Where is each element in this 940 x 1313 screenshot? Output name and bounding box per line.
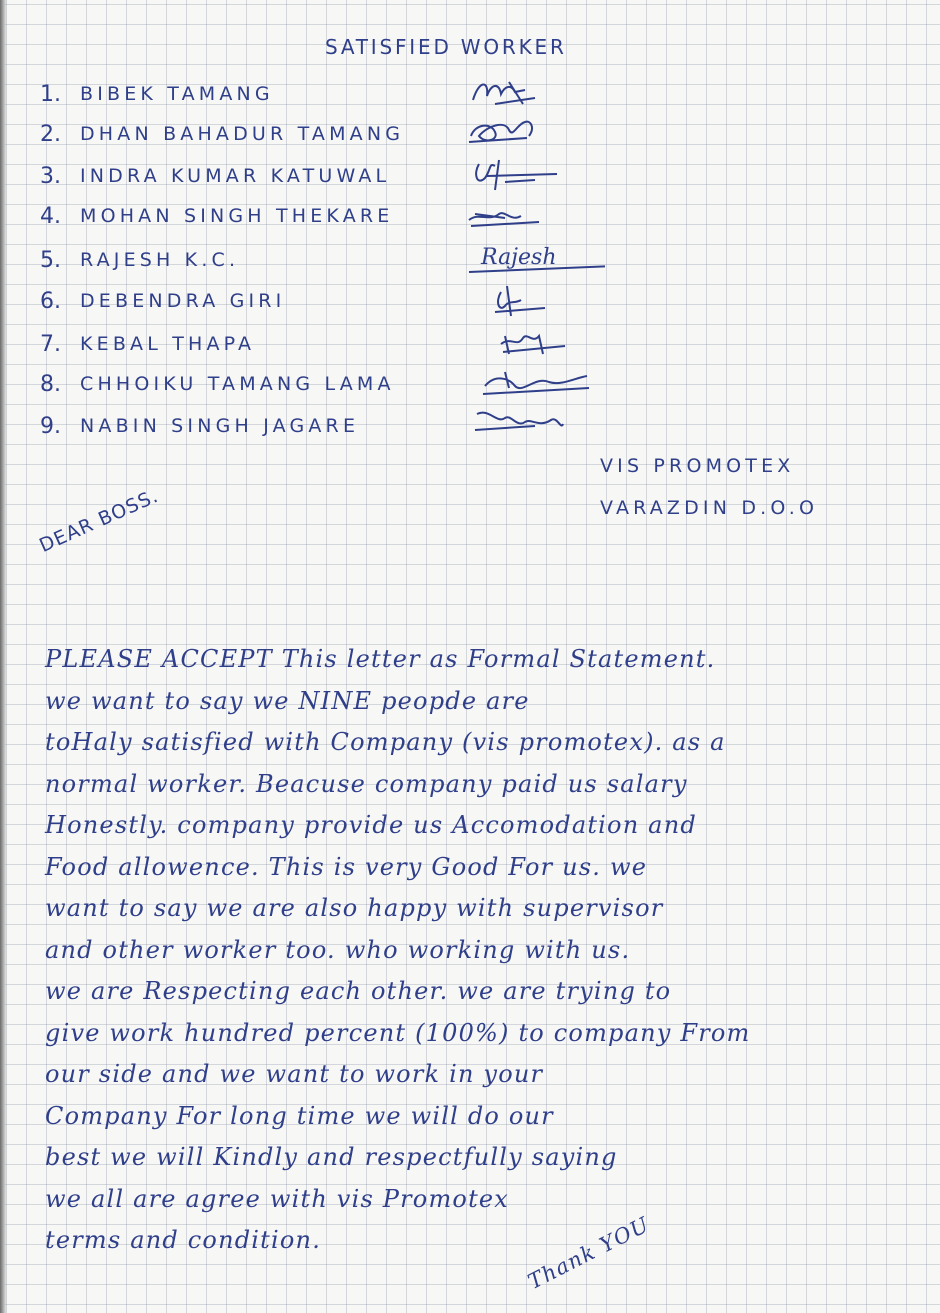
worker-name: KEBAL THAPA [80,333,256,355]
worker-row-7 [40,328,255,360]
letter-body [45,645,925,1268]
worker-row-5 [40,244,239,276]
worker-number: 9. [40,413,61,439]
signature-7 [465,324,605,360]
letter-line: want to say we are also happy with supervisor [45,894,664,922]
company-location: VARAZDIN D.O.O [600,497,819,519]
worker-row-1 [40,78,274,110]
worker-number: 1. [40,81,61,107]
worker-row-4 [40,200,393,232]
signature-3 [465,156,605,192]
worker-number: 7. [40,331,61,357]
worker-row-8 [40,368,395,400]
worker-name: DHAN BAHADUR TAMANG [80,123,405,145]
signature-6 [465,282,605,318]
worker-name: INDRA KUMAR KATUWAL [80,165,391,187]
signature-1 [465,74,605,110]
letter-line: and other worker too. who working with us. [45,935,631,964]
letter-line: we all are agree with vis Promotex [45,1184,510,1213]
worker-row-2 [40,118,404,150]
worker-number: 3. [40,163,61,189]
letter-line: terms and condition. [45,1226,322,1254]
letter-line: PLEASE ACCEPT This letter as Formal Statement. [45,645,716,673]
worker-name: BIBEK TAMANG [80,83,274,105]
worker-row-9 [40,410,359,442]
letter-line: we want to say we NINE peopde are [45,686,530,715]
signature-9 [465,404,605,440]
letter-line: best we will Kindly and respectfully saying [45,1143,618,1171]
worker-row-3 [40,160,390,192]
worker-name: NABIN SINGH JAGARE [80,415,360,437]
letter-line: toHaly satisfied with Company (vis promotex). as a [45,728,726,756]
worker-number: 2. [40,121,61,147]
signature-8 [465,364,605,400]
page-title: SATISFIED WORKER [325,35,567,59]
greeting: DEAR BOSS. [36,484,163,557]
letter-line: give work hundred percent (100%) to company From [45,1018,751,1047]
worker-name: MOHAN SINGH THEKARE [80,205,394,227]
worker-name: CHHOIKU TAMANG LAMA [80,373,395,395]
worker-number: 4. [40,203,61,229]
letter-line: Honestly. company provide us Accomodation and [45,811,697,839]
worker-name: RAJESH K.C. [80,249,240,271]
letter-line: our side and we want to work in your [45,1060,544,1088]
signature-4 [465,200,605,236]
worker-number: 8. [40,371,61,397]
worker-name: DEBENDRA GIRI [80,290,286,312]
letter-line: we are Respecting each other. we are trying to [45,977,672,1005]
signature-2 [465,114,605,150]
worker-number: 5. [40,247,61,273]
letter-line: normal worker. Beacuse company paid us salary [45,769,688,798]
worker-number: 6. [40,288,61,314]
company-name: VIS PROMOTEX [600,455,795,477]
signature-text: Rajesh [481,245,557,270]
worker-row-6 [40,285,285,317]
closing-thanks: Thank YOU [524,1212,654,1294]
signature-5 [465,240,605,276]
letter-line: Company For long time we will do our [45,1101,554,1130]
letter-line: Food allowence. This is very Good For us. we [45,852,648,881]
